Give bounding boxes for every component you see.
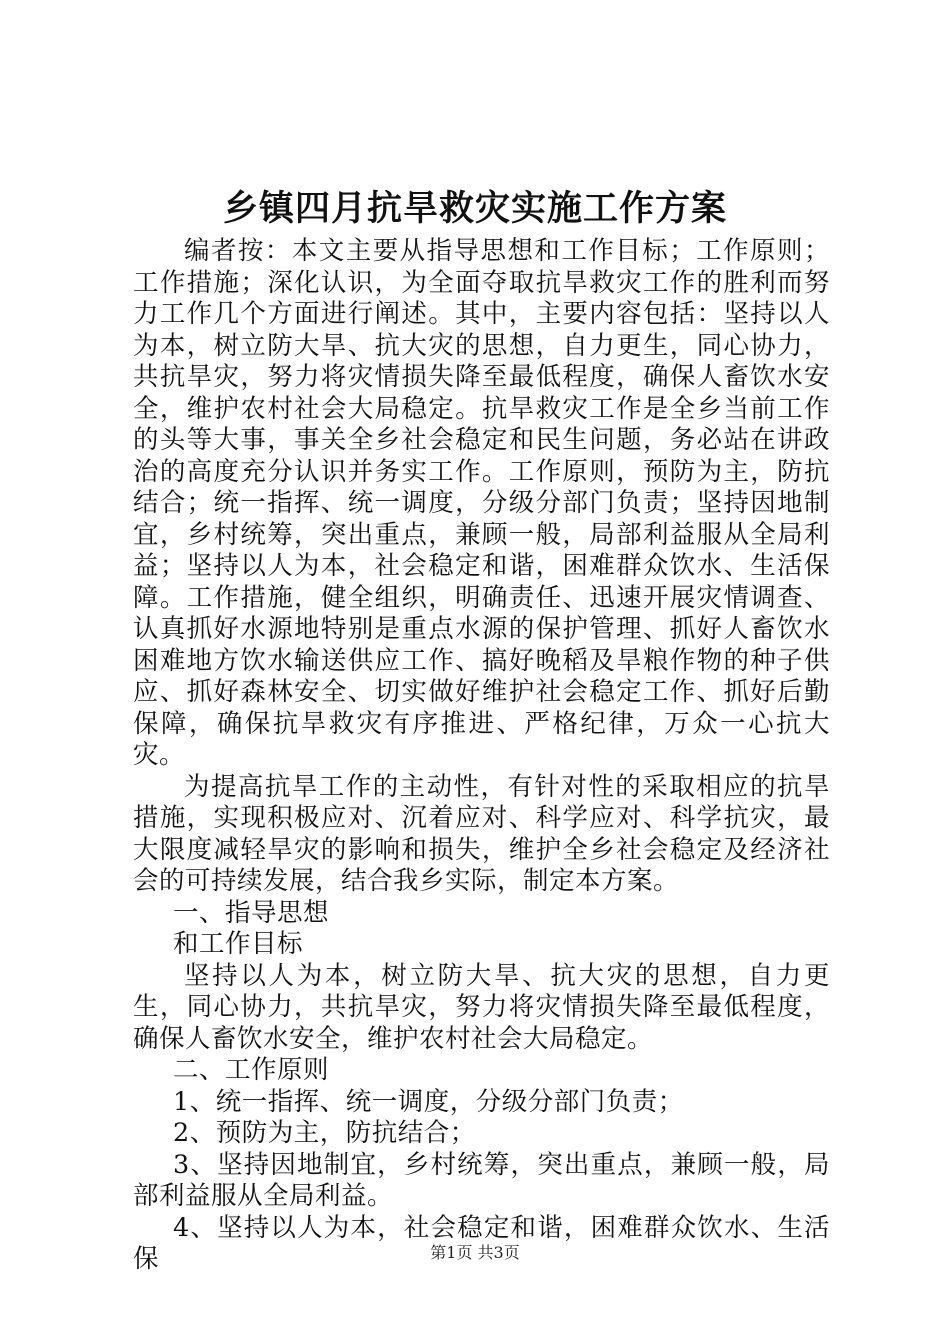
list-item-principle-3: 3、坚持因地制宜，乡村统筹，突出重点，兼顾一般，局部利益服从全局利益。 xyxy=(133,1149,830,1211)
list-item-principle-4: 4、坚持以人为本，社会稳定和谐，困难群众饮水、生活保 xyxy=(133,1212,830,1274)
document-body xyxy=(133,236,830,1276)
page-number-footer: 第1页 共3页 xyxy=(430,1243,520,1262)
list-item-principle-2: 2、预防为主，防抗结合； xyxy=(173,1118,476,1148)
paragraph-guiding-ideology: 坚持以人为本，树立防大旱、抗大灾的思想，自力更生，同心协力，共抗旱灾，努力将灾情损失降至最低程度，确保人畜饮水安全，维护农村社会大局稳定。 xyxy=(133,960,830,1054)
paragraph-purpose: 为提高抗旱工作的主动性，有针对性的采取相应的抗旱措施，实现积极应对、沉着应对、科学应对、科学抗灾，最大限度减轻旱灾的影响和损失，维护全乡社会稳定及经济社会的可持续发展，结合我乡实际，制定本方案。 xyxy=(133,771,830,896)
list-item-principle-1: 1、统一指挥、统一调度，分级分部门负责； xyxy=(173,1086,684,1117)
section-heading-work-principles: 二、工作原则 xyxy=(173,1055,330,1085)
document-title: 乡镇四月抗旱救灾实施工作方案 xyxy=(222,188,727,229)
section-heading-work-goals: 和工作目标 xyxy=(173,929,304,959)
paragraph-editor-note: 编者按：本文主要从指导思想和工作目标；工作原则；工作措施；深化认识，为全面夺取抗旱救灾工作的胜利而努力工作几个方面进行阐述。其中，主要内容包括：坚持以人为本，树立防大旱、抗大灾的思想，自力更生，同心协力，共抗旱灾，努力将灾情损失降至最低程度，确保人畜饮水安全，维护农村社会大局稳定。抗旱救灾工作是全乡当前工作的头等大事，事关全乡社会稳定和民生问题，务必站在讲政治的高度充分认识并务实工作。工作原则，预防为主，防抗结合；统一指挥、统一调度，分级分部门负责；坚持因地制宜，乡村统筹，突出重点，兼顾一般，局部利益服从全局利益；坚持以人为本，社会稳定和谐，困难群众饮水、生活保障。工作措施，健全组织，明确责任、迅速开展灾情调查、认真抓好水源地特别是重点水源的保护管理、抓好人畜饮水困难地方饮水输送供应工作、搞好晚稻及旱粮作物的种子供应、抓好森林安全、切实做好维护社会稳定工作、抓好后勤保障，确保抗旱救灾有序推进、严格纪律，万众一心抗大灾。 xyxy=(133,236,830,770)
section-heading-guiding-ideology: 一、指导思想 xyxy=(173,897,330,928)
